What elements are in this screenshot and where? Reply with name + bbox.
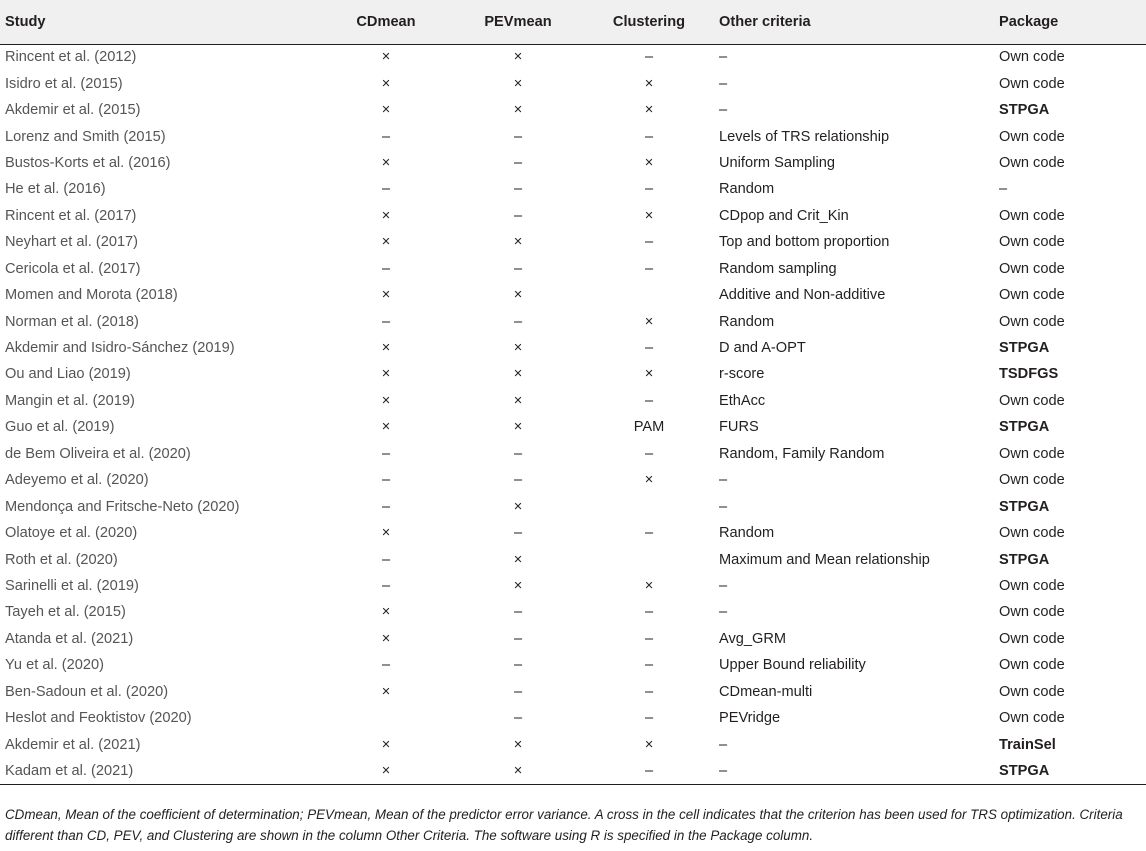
- header-other-criteria: Other criteria: [719, 13, 811, 30]
- table-row: [0, 731, 1146, 757]
- other-criteria-cell: Random: [719, 181, 775, 198]
- pevmean-cell: –: [513, 181, 523, 198]
- clustering-cell: ×: [644, 313, 654, 330]
- other-criteria-cell: –: [719, 75, 728, 92]
- header-pevmean: PEVmean: [484, 13, 552, 30]
- study-cell: Akdemir et al. (2015): [5, 102, 141, 119]
- table-row: [0, 123, 1146, 149]
- table-row: [0, 520, 1146, 546]
- other-criteria-cell: PEVridge: [719, 710, 781, 727]
- pevmean-cell: –: [513, 630, 523, 647]
- study-cell: Rincent et al. (2017): [5, 207, 137, 224]
- table-row: [0, 44, 1146, 70]
- table-footnote: CDmean, Mean of the coefficient of determination; PEVmean, Mean of the predictor error variance. A cross in the cell indicates that the criterion has been used for TRS optimization. Criteria different than CD, PEV, and Clustering are shown in the column Other Criteria. The software using R is specified in the Package column.: [5, 807, 1123, 843]
- clustering-cell: –: [644, 392, 654, 409]
- package-cell: Own code: [999, 472, 1065, 489]
- other-criteria-cell: –: [719, 577, 728, 594]
- pevmean-cell: –: [513, 128, 523, 145]
- clustering-cell: –: [644, 49, 654, 66]
- clustering-cell: ×: [644, 102, 654, 119]
- pevmean-cell: ×: [513, 577, 523, 594]
- other-criteria-cell: –: [714, 758, 994, 784]
- table-row: [0, 493, 1146, 519]
- pevmean-cell: –: [513, 604, 523, 621]
- pevmean-cell: ×: [513, 366, 523, 383]
- cdmean-cell: ×: [381, 604, 391, 621]
- package-cell: Own code: [999, 657, 1065, 674]
- table-row: [0, 652, 1146, 678]
- study-cell: Rincent et al. (2012): [5, 49, 137, 66]
- cdmean-cell: –: [381, 551, 391, 568]
- package-cell: STPGA: [999, 102, 1050, 119]
- clustering-cell: [584, 546, 714, 572]
- cdmean-cell: –: [381, 498, 391, 515]
- cdmean-cell: –: [381, 445, 391, 462]
- cdmean-cell: –: [381, 657, 391, 674]
- other-criteria-cell: EthAcc: [719, 392, 766, 409]
- pevmean-cell: –: [513, 313, 523, 330]
- clustering-cell: ×: [644, 472, 654, 489]
- other-criteria-cell: –: [719, 102, 728, 119]
- study-cell: Atanda et al. (2021): [5, 630, 134, 647]
- study-cell: Kadam et al. (2021): [0, 758, 320, 784]
- cdmean-cell: –: [381, 181, 391, 198]
- package-cell: TSDFGS: [999, 366, 1059, 383]
- other-criteria-cell: r-score: [719, 366, 765, 383]
- other-criteria-cell: Random sampling: [719, 260, 837, 277]
- clustering-cell: –: [644, 234, 654, 251]
- study-cell: Momen and Morota (2018): [5, 287, 178, 304]
- other-criteria-cell: Uniform Sampling: [719, 154, 835, 171]
- other-criteria-cell: Random: [719, 313, 775, 330]
- study-cell: Akdemir and Isidro-Sánchez (2019): [5, 340, 235, 357]
- cdmean-cell: ×: [381, 366, 391, 383]
- pevmean-cell: ×: [513, 498, 523, 515]
- cdmean-cell: ×: [381, 683, 391, 700]
- study-cell: Ou and Liao (2019): [5, 366, 131, 383]
- other-criteria-cell: D and A-OPT: [719, 340, 806, 357]
- pevmean-cell: –: [513, 525, 523, 542]
- other-criteria-cell: FURS: [719, 419, 759, 436]
- other-criteria-cell: –: [719, 498, 728, 515]
- cdmean-cell: ×: [381, 392, 391, 409]
- package-cell: Own code: [999, 75, 1065, 92]
- table-body: [0, 44, 1146, 784]
- other-criteria-cell: –: [719, 49, 728, 66]
- table-row: [0, 361, 1146, 387]
- other-criteria-cell: Additive and Non-additive: [719, 287, 886, 304]
- header-clustering: Clustering: [612, 13, 686, 30]
- cdmean-cell: [320, 705, 452, 731]
- table-row: [0, 203, 1146, 229]
- clustering-cell: –: [644, 604, 654, 621]
- pevmean-cell: –: [513, 445, 523, 462]
- cdmean-cell: ×: [381, 49, 391, 66]
- header-study: Study: [5, 13, 46, 30]
- clustering-cell: –: [644, 181, 654, 198]
- clustering-cell: ×: [644, 207, 654, 224]
- other-criteria-cell: CDpop and Crit_Kin: [719, 207, 849, 224]
- cdmean-cell: ×: [381, 736, 391, 753]
- other-criteria-cell: Maximum and Mean relationship: [719, 551, 930, 568]
- clustering-cell: ×: [644, 154, 654, 171]
- other-criteria-cell: Avg_GRM: [719, 630, 787, 647]
- package-cell: Own code: [999, 683, 1065, 700]
- study-cell: Ben-Sadoun et al. (2020): [5, 683, 169, 700]
- study-cell: Adeyemo et al. (2020): [5, 472, 149, 489]
- clustering-cell: [584, 282, 714, 308]
- other-criteria-cell: –: [719, 736, 728, 753]
- study-cell: Heslot and Feoktistov (2020): [5, 710, 192, 727]
- package-cell: Own code: [999, 313, 1065, 330]
- table-row: [0, 70, 1146, 96]
- package-cell: Own code: [999, 630, 1065, 647]
- other-criteria-cell: CDmean-multi: [719, 683, 813, 700]
- pevmean-cell: ×: [513, 736, 523, 753]
- header-row: [0, 0, 1146, 44]
- pevmean-cell: ×: [513, 551, 523, 568]
- package-cell: Own code: [999, 577, 1065, 594]
- cdmean-cell: ×: [381, 154, 391, 171]
- table-row: [0, 758, 1146, 784]
- study-cell: Lorenz and Smith (2015): [5, 128, 166, 145]
- table-row: [0, 97, 1146, 123]
- package-cell: Own code: [999, 49, 1065, 66]
- package-cell: Own code: [999, 445, 1065, 462]
- clustering-cell: ×: [644, 736, 654, 753]
- study-cell: de Bem Oliveira et al. (2020): [5, 445, 191, 462]
- table-row: [0, 599, 1146, 625]
- table-row: [0, 573, 1146, 599]
- table-row: [0, 467, 1146, 493]
- pevmean-cell: ×: [513, 234, 523, 251]
- table-row: [0, 414, 1146, 440]
- table-row: [0, 282, 1146, 308]
- other-criteria-cell: –: [719, 604, 728, 621]
- pevmean-cell: –: [513, 472, 523, 489]
- package-cell: Own code: [999, 604, 1065, 621]
- pevmean-cell: –: [513, 260, 523, 277]
- study-cell: Olatoye et al. (2020): [5, 525, 138, 542]
- table-row: [0, 388, 1146, 414]
- cdmean-cell: ×: [381, 525, 391, 542]
- cdmean-cell: ×: [381, 419, 391, 436]
- study-cell: Akdemir et al. (2021): [5, 736, 141, 753]
- study-cell: Isidro et al. (2015): [5, 75, 123, 92]
- clustering-cell: PAM: [633, 419, 665, 436]
- clustering-cell: –: [644, 683, 654, 700]
- package-cell: STPGA: [999, 498, 1050, 515]
- study-cell: Tayeh et al. (2015): [5, 604, 126, 621]
- cdmean-cell: –: [381, 472, 391, 489]
- study-cell: Mendonça and Fritsche-Neto (2020): [5, 498, 240, 515]
- other-criteria-cell: Top and bottom proportion: [719, 234, 890, 251]
- clustering-cell: [584, 493, 714, 519]
- clustering-cell: –: [644, 710, 654, 727]
- pevmean-cell: ×: [452, 758, 584, 784]
- table-row: [0, 679, 1146, 705]
- table-row: [0, 335, 1146, 361]
- clustering-cell: ×: [644, 366, 654, 383]
- package-cell: Own code: [999, 287, 1065, 304]
- table-row: [0, 308, 1146, 334]
- cdmean-cell: ×: [381, 287, 391, 304]
- pevmean-cell: ×: [513, 392, 523, 409]
- study-cell: Bustos-Korts et al. (2016): [5, 154, 171, 171]
- package-cell: Own code: [999, 392, 1065, 409]
- other-criteria-cell: –: [719, 472, 728, 489]
- package-cell: Own code: [999, 234, 1065, 251]
- study-cell: Neyhart et al. (2017): [5, 234, 139, 251]
- study-cell: Cericola et al. (2017): [5, 260, 141, 277]
- table-row: [0, 256, 1146, 282]
- clustering-cell: –: [644, 445, 654, 462]
- study-cell: Norman et al. (2018): [5, 313, 139, 330]
- pevmean-cell: ×: [513, 419, 523, 436]
- pevmean-cell: ×: [513, 49, 523, 66]
- clustering-cell: –: [644, 260, 654, 277]
- cdmean-cell: ×: [381, 630, 391, 647]
- cdmean-cell: ×: [381, 340, 391, 357]
- table-row: [0, 626, 1146, 652]
- cdmean-cell: ×: [381, 234, 391, 251]
- other-criteria-cell: Upper Bound reliability: [719, 657, 866, 674]
- pevmean-cell: ×: [513, 287, 523, 304]
- table-row: [0, 441, 1146, 467]
- table-row: [0, 546, 1146, 572]
- other-criteria-cell: Random, Family Random: [719, 445, 885, 462]
- table-row: [0, 229, 1146, 255]
- table-row: [0, 705, 1146, 731]
- clustering-cell: ×: [644, 577, 654, 594]
- study-cell: Mangin et al. (2019): [5, 392, 135, 409]
- pevmean-cell: ×: [513, 102, 523, 119]
- pevmean-cell: –: [513, 207, 523, 224]
- study-cell: He et al. (2016): [5, 181, 106, 198]
- cdmean-cell: ×: [320, 758, 452, 784]
- package-cell: STPGA: [999, 551, 1050, 568]
- other-criteria-cell: Random: [719, 525, 775, 542]
- cdmean-cell: –: [381, 577, 391, 594]
- cdmean-cell: –: [381, 260, 391, 277]
- clustering-cell: –: [584, 758, 714, 784]
- clustering-cell: –: [644, 657, 654, 674]
- cdmean-cell: –: [381, 313, 391, 330]
- header-cdmean: CDmean: [356, 13, 416, 30]
- clustering-cell: –: [644, 630, 654, 647]
- table-row: [0, 176, 1146, 202]
- table-row: [0, 150, 1146, 176]
- cdmean-cell: ×: [381, 207, 391, 224]
- study-cell: Sarinelli et al. (2019): [5, 577, 139, 594]
- package-cell: STPGA: [999, 419, 1050, 436]
- cdmean-cell: –: [381, 128, 391, 145]
- clustering-cell: –: [644, 128, 654, 145]
- study-cell: Yu et al. (2020): [5, 657, 104, 674]
- study-cell: Roth et al. (2020): [5, 551, 118, 568]
- pevmean-cell: ×: [513, 340, 523, 357]
- clustering-cell: –: [644, 525, 654, 542]
- package-cell: Own code: [999, 207, 1065, 224]
- header-package: Package: [999, 13, 1059, 30]
- package-cell: Own code: [999, 260, 1065, 277]
- other-criteria-cell: Levels of TRS relationship: [719, 128, 890, 145]
- package-cell: STPGA: [994, 758, 1146, 784]
- cdmean-cell: ×: [381, 102, 391, 119]
- study-cell: Guo et al. (2019): [5, 419, 115, 436]
- pevmean-cell: –: [513, 657, 523, 674]
- package-cell: Own code: [999, 154, 1065, 171]
- cdmean-cell: ×: [381, 75, 391, 92]
- pevmean-cell: –: [513, 683, 523, 700]
- package-cell: STPGA: [999, 340, 1050, 357]
- package-cell: TrainSel: [999, 736, 1056, 753]
- pevmean-cell: ×: [513, 75, 523, 92]
- pevmean-cell: –: [513, 710, 523, 727]
- pevmean-cell: –: [513, 154, 523, 171]
- package-cell: –: [999, 181, 1008, 198]
- package-cell: Own code: [999, 128, 1065, 145]
- clustering-cell: –: [644, 340, 654, 357]
- package-cell: Own code: [999, 710, 1065, 727]
- clustering-cell: ×: [644, 75, 654, 92]
- package-cell: Own code: [999, 525, 1065, 542]
